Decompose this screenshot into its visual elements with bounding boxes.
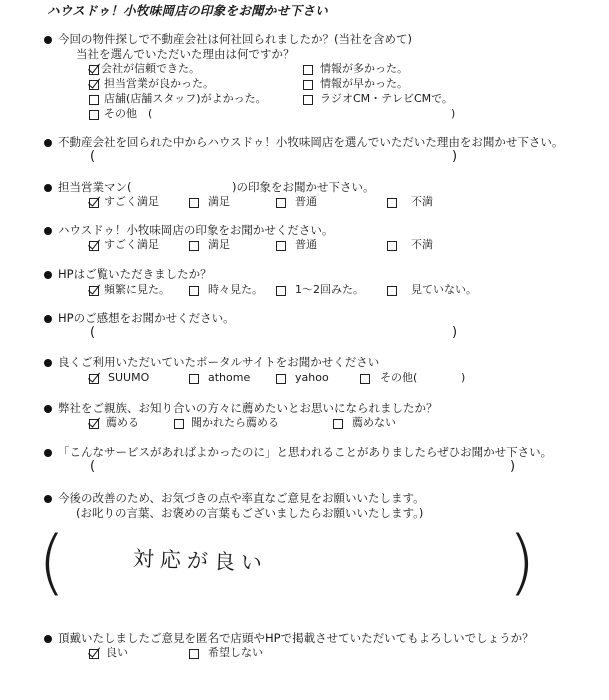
q1-checkbox-sales[interactable] bbox=[89, 80, 99, 90]
q8-option-label: 薦める bbox=[106, 416, 139, 429]
q1-checkbox-info-fast[interactable] bbox=[303, 80, 313, 90]
bullet-icon bbox=[44, 359, 52, 367]
q1-option-label: 店舗(店舗スタッフ)がよかった。 bbox=[104, 92, 267, 105]
q1-line1: 今回の物件探しで不動産会社は何社回られましたか？(当社を含めて) bbox=[58, 32, 412, 46]
q3-checkbox[interactable] bbox=[89, 198, 99, 208]
q5-checkbox[interactable] bbox=[89, 286, 99, 296]
bullet-icon bbox=[44, 495, 52, 503]
q7-option-label: yahoo bbox=[295, 371, 329, 384]
q11-checkbox[interactable] bbox=[89, 649, 99, 659]
q4-option-label: 満足 bbox=[208, 238, 230, 251]
q5-checkbox[interactable] bbox=[387, 286, 397, 296]
bullet-icon bbox=[44, 36, 52, 44]
q7-option-label: その他( bbox=[380, 371, 418, 384]
q3-checkbox[interactable] bbox=[387, 198, 397, 208]
q1-checkbox-store[interactable] bbox=[89, 95, 99, 105]
q10-open-paren: ( bbox=[38, 521, 66, 603]
q6-close-paren: ) bbox=[452, 325, 458, 340]
q7-option-label: athome bbox=[208, 371, 251, 384]
q1-option-label: ラジオCM・テレビCMで。 bbox=[320, 92, 453, 105]
q8-checkbox[interactable] bbox=[333, 419, 343, 429]
q8-option-label: 薦めない bbox=[352, 416, 396, 429]
q1-checkbox-radio-tv[interactable] bbox=[303, 95, 313, 105]
q7-checkbox[interactable] bbox=[189, 374, 199, 384]
q11-checkbox[interactable] bbox=[189, 649, 199, 659]
q2-close-paren: ) bbox=[452, 149, 458, 164]
q3-text-b: )の印象をお聞かせ下さい。 bbox=[232, 180, 375, 194]
survey-title: ハウスドゥ！小牧味岡店の印象をお聞かせ下さい bbox=[47, 3, 328, 18]
q4-option-label: すごく満足 bbox=[104, 238, 159, 251]
q10-close-paren: ) bbox=[508, 521, 536, 603]
q10-line2: (お叱りの言葉、お褒めの言葉もございましたらお願いいたします。) bbox=[76, 506, 424, 520]
q3-option-label: 満足 bbox=[208, 195, 230, 208]
q4-checkbox[interactable] bbox=[387, 241, 397, 251]
bullet-icon bbox=[44, 315, 52, 323]
q1-line2: 当社を選んでいただいた理由は何ですか？ bbox=[76, 47, 295, 61]
bullet-icon bbox=[44, 449, 52, 457]
q7-text: 良くご利用いただいていたポータルサイトをお聞かせください bbox=[58, 355, 380, 369]
q3-option-label: 普通 bbox=[295, 195, 317, 208]
q6-open-paren: ( bbox=[90, 325, 96, 340]
q4-option-label: 不満 bbox=[411, 238, 433, 251]
q7-close-paren: ) bbox=[461, 371, 466, 384]
q11-text: 頂戴いたしましたご意見を匿名で店頭やHPで掲載させていただいてもよろしいでしょうか？ bbox=[58, 631, 534, 645]
q3-option-label: 不満 bbox=[411, 195, 433, 208]
q3-checkbox[interactable] bbox=[276, 198, 286, 208]
q4-text: ハウスドゥ！小牧味岡店の印象をお聞かせください。 bbox=[58, 223, 334, 237]
bullet-icon bbox=[44, 139, 52, 147]
q2-text: 不動産会社を回られた中からハウスドゥ！小牧味岡店を選んでいただいた理由をお聞かせ下さい。 bbox=[58, 135, 564, 149]
q4-checkbox[interactable] bbox=[276, 241, 286, 251]
q2-open-paren: ( bbox=[90, 149, 96, 164]
bullet-icon bbox=[44, 635, 52, 643]
q1-option-label: 情報が早かった。 bbox=[320, 77, 408, 90]
q1-option-label: 会社が信頼できた。 bbox=[101, 62, 200, 75]
bullet-icon bbox=[44, 405, 52, 413]
q5-option-label: 時々見た。 bbox=[208, 283, 263, 296]
q5-option-label: 1～2回みた。 bbox=[295, 283, 364, 296]
q3-option-label: すごく満足 bbox=[104, 195, 159, 208]
q9-open-paren: ( bbox=[90, 459, 96, 474]
q9-text: 「こんなサービスがあればよかったのに」と思われることがありましたらぜひお聞かせ下さい。 bbox=[58, 445, 553, 459]
q8-checkbox[interactable] bbox=[89, 419, 99, 429]
q11-option-label: 良い bbox=[106, 646, 128, 659]
q7-option-label: SUUMO bbox=[108, 371, 150, 384]
q7-checkbox[interactable] bbox=[360, 374, 370, 384]
q1-checkbox-other[interactable] bbox=[89, 110, 99, 120]
q3-text-a: 担当営業マン( bbox=[58, 180, 132, 194]
q5-checkbox[interactable] bbox=[189, 286, 199, 296]
q8-option-label: 聞かれたら薦める bbox=[191, 416, 279, 429]
bullet-icon bbox=[44, 227, 52, 235]
q5-checkbox[interactable] bbox=[276, 286, 286, 296]
q1-option-label: 情報が多かった。 bbox=[320, 62, 408, 75]
q4-checkbox[interactable] bbox=[189, 241, 199, 251]
q5-option-label: 見ていない。 bbox=[411, 283, 477, 296]
handwritten-answer[interactable]: 対応が良い bbox=[132, 546, 269, 576]
q1-checkbox-trust[interactable] bbox=[89, 65, 99, 75]
q4-checkbox[interactable] bbox=[89, 241, 99, 251]
q1-option-label: 担当営業が良かった。 bbox=[104, 77, 214, 90]
q1-close-paren: ) bbox=[451, 107, 456, 120]
q11-option-label: 希望しない bbox=[208, 646, 263, 659]
q1-checkbox-info-many[interactable] bbox=[303, 65, 313, 75]
q9-close-paren: ) bbox=[510, 459, 516, 474]
bullet-icon bbox=[44, 184, 52, 192]
q5-option-label: 頻繁に見た。 bbox=[104, 283, 170, 296]
q8-checkbox[interactable] bbox=[174, 419, 184, 429]
q7-checkbox[interactable] bbox=[276, 374, 286, 384]
q3-checkbox[interactable] bbox=[189, 198, 199, 208]
q10-line1: 今後の改善のため、お気づきの点や率直なご意見をお願いいたします。 bbox=[58, 491, 425, 505]
q4-option-label: 普通 bbox=[295, 238, 317, 251]
q5-text: HPはご覧いただきましたか？ bbox=[58, 267, 212, 281]
q8-text: 弊社をご親族、お知り合いの方々に薦めたいとお思いになられましたか？ bbox=[58, 401, 438, 415]
q1-option-label: その他 ( bbox=[104, 107, 153, 120]
q6-text: HPのご感想をお聞かせください。 bbox=[58, 311, 235, 325]
q7-checkbox[interactable] bbox=[89, 374, 99, 384]
bullet-icon bbox=[44, 271, 52, 279]
